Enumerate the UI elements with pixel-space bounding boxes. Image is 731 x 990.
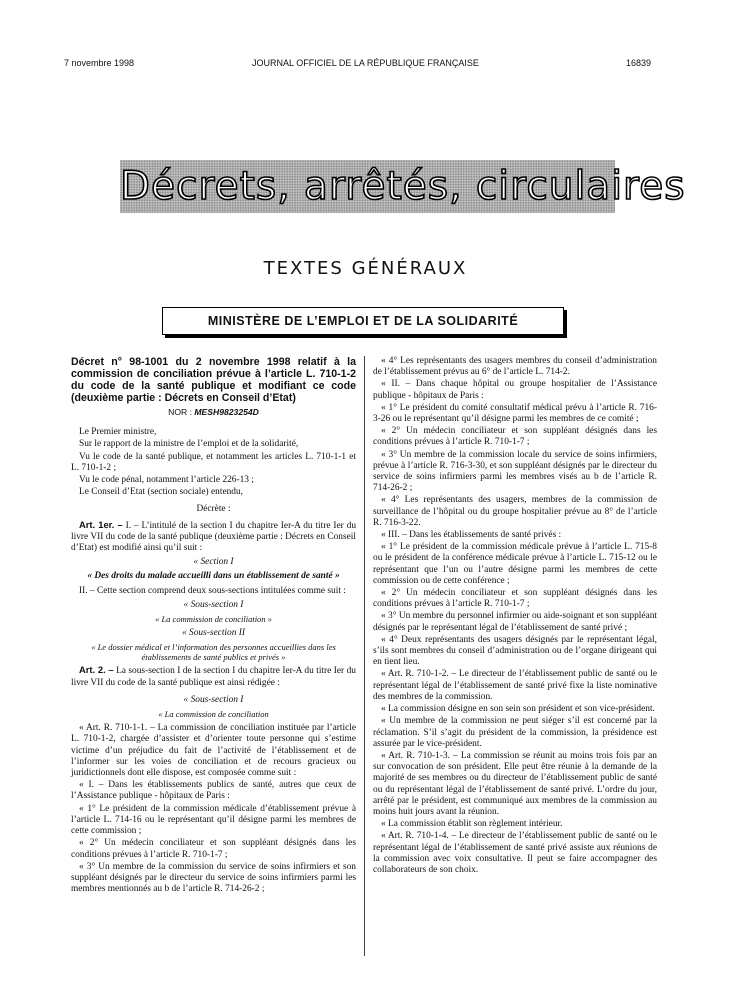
article-text: La sous-section I de la section I du chapitre Ier-A du titre Ier du livre VII du code de la santé publique est ainsi rédigée : <box>71 666 356 688</box>
nor-label: NOR : <box>168 407 192 417</box>
paragraph: « 1° Le président du comité consultatif médical prévu à l’article R. 716-3-26 ou le représentant qu’il désigne parmi les membres de ce comité ; <box>373 402 657 425</box>
paragraph: « 2° Un médecin conciliateur et son suppléant désignés dans les conditions prévues à l’article R. 710-1-7 ; <box>373 426 657 448</box>
nor-code: MESH9823254D <box>194 407 259 417</box>
article-2 <box>71 664 356 688</box>
paragraph: « La commission établit son règlement intérieur. <box>381 819 563 830</box>
paragraph: « Un membre de la commission ne peut siéger s’il est concerné par la réclamation. S’il s’agit du président de la commission, la présidence est assurée par le vice-président. <box>373 716 657 749</box>
paragraph: « II. – Dans chaque hôpital ou groupe hospitalier de l’Assistance publique - hôpitaux de Paris : <box>373 379 657 401</box>
paragraph: Le Premier ministre, <box>79 427 157 438</box>
paragraph: « 4° Les représentants des usagers, membres de la commission de surveillance de l’hôpital ou du groupe hospitalier prévue au 8° de l’article R. 716-3-22. <box>373 495 657 528</box>
paragraph: « La commission désigne en son sein son président et son vice-président. <box>381 704 655 715</box>
article-label: Art. 2. – <box>79 664 114 676</box>
paragraph: « III. – Dans les établissements de santé privés : <box>381 530 562 541</box>
paragraph: « 1° Le président de la commission médicale d’établissement prévue à l’article L. 714-16 ou le représentant qu’il désigne parmi les membres de cette commission ; <box>71 803 356 837</box>
paragraph: « 3° Un membre du personnel infirmier ou aide-soignant et son suppléant désignés par le représentant légal de l’établissement de santé privé ; <box>373 611 657 633</box>
section-banner <box>120 160 686 213</box>
section-subtitle: « Des droits du malade accueilli dans un établissement de santé » <box>87 571 340 582</box>
subsection-subtitle: « La commission de conciliation <box>158 709 269 720</box>
subsection-subtitle: « Le dossier médical et l’information des personnes accueillies dans les établissements de santé publics et privés » <box>91 642 336 663</box>
subsection-title: « Sous-section I <box>183 694 244 705</box>
header-date: 7 novembre 1998 <box>64 58 135 68</box>
column-divider <box>364 356 365 956</box>
header-journal: JOURNAL OFFICIEL DE LA RÉPUBLIQUE FRANÇAISE <box>252 58 479 68</box>
paragraph: « 3° Un membre de la commission du service de soins infirmiers et son suppléant désignés par le directeur du service de soins infirmiers parmi les membres mentionnés au b de l’article R. 714-26-2 ; <box>71 861 356 895</box>
paragraph: Sur le rapport de la ministre de l’emploi et de la solidarité, <box>79 439 299 450</box>
paragraph: « 2° Un médecin conciliateur et son suppléant désignés dans les conditions prévues à l’article R. 710-1-7 ; <box>71 838 356 860</box>
section-heading: TEXTES GÉNÉRAUX <box>263 258 468 279</box>
paragraph: « 4° Les représentants des usagers membres du conseil d’administration de l’établissement prévus au 6° de l’article L. 714-2. <box>373 356 657 378</box>
article-label: Art. 1er. – <box>79 518 123 530</box>
paragraph: « Art. R. 710-1-2. – Le directeur de l’établissement public de santé ou le représentant légal de l’établissement de santé privé fixe la liste nominative des membres de la commission. <box>373 669 657 702</box>
paragraph: « Art. R. 710-1-1. – La commission de conciliation instituée par l’article L. 710-1-2, chargée d’assister et d’orienter toute personne qui s’estime victime d’un préjudice du fait de l’activité de l’établissement et de l’informer sur les voies de conciliation et de recours gracieux ou juridictionnels dont elle dispose, est composée comme suit : <box>71 723 356 779</box>
paragraph: « 1° Le président de la commission médicale prévue à l’article L. 715-8 ou le président de la conférence médicale prévue à l’article L. 715-12 ou le représentant que l’un ou l’autre désigne parmi les membres de cette commission ou de cette conférence ; <box>373 542 657 586</box>
right-column <box>373 356 657 877</box>
paragraph: « 2° Un médecin conciliateur et son suppléant désignés dans les conditions prévues à l’article R. 710-1-7 ; <box>373 588 657 610</box>
paragraph: « 3° Un membre de la commission locale du service de soins infirmiers, prévue à l’article R. 716-3-30, et son suppléant désignés par le directeur du service de soins infirmiers parmi les membres visés au b de l’article R. 714-26-2 ; <box>373 449 657 494</box>
article-1 <box>71 519 356 555</box>
article-text: I. – L’intitulé de la section I du chapitre Ier-A du titre Ier du livre VII du code de la santé publique (deuxième partie : Décrets en Conseil d’Etat) est modifié ainsi qu’il suit : <box>71 520 357 554</box>
decret-title: Décret n° 98-1001 du 2 novembre 1998 relatif à la commission de conciliation prévue à l’article L. 710-1-2 du code de la santé publique et modifiant ce code (deuxième partie : Décrets en Conseil d’Etat) <box>71 356 356 404</box>
paragraph: « 4° Deux représentants des usagers désignés par le représentant légal, s’ils sont membres du conseil d’administration ou de l’organe dirigeant qui en tient lieu. <box>373 634 657 668</box>
left-column <box>71 356 356 896</box>
banner-title: Décrets, arrêtés, circulaires <box>120 164 686 209</box>
subsection-title: « Sous-section I <box>183 599 244 610</box>
paragraph: « Art. R. 710-1-3. – La commission se réunit au moins trois fois par an sur convocation de son président. Elle peut être réunie à la demande de la majorité de ses membres ou du directeur de l’établissement public de santé ou du représentant légal de l’établissement de santé privé. L’ordre du jour, arrêté par le président, est communiqué aux membres de la commission au moins huit jours avant la réunion. <box>373 750 657 817</box>
subsection-subtitle: « La commission de conciliation » <box>155 614 272 625</box>
paragraph: « Art. R. 710-1-4. – Le directeur de l’établissement public de santé ou le représentant légal de l’établissement de santé privé assiste aux réunions de la commission avec voix consultative. Il peut se faire accompagner des collaborateurs de son choix. <box>373 831 657 875</box>
section-title: « Section I <box>193 557 234 568</box>
paragraph: Vu le code pénal, notamment l’article 226-13 ; <box>79 475 254 486</box>
nor-reference <box>71 407 356 418</box>
paragraph: « I. – Dans les établissements publics de santé, autres que ceux de l’Assistance publique - hôpitaux de Paris : <box>71 780 356 802</box>
paragraph: II. – Cette section comprend deux sous-sections intitulées comme suit : <box>79 585 346 596</box>
header-page-number: 16839 <box>625 58 651 68</box>
paragraph: Vu le code de la santé publique, et notamment les articles L. 710-1-1 et L. 710-1-2 ; <box>71 451 356 473</box>
ministry-box: MINISTÈRE DE L’EMPLOI ET DE LA SOLIDARITÉ <box>162 307 564 335</box>
paragraph: Le Conseil d’Etat (section sociale) entendu, <box>79 487 244 498</box>
subsection-title: « Sous-section II <box>181 628 245 639</box>
decrete-label: Décrète : <box>196 504 231 515</box>
